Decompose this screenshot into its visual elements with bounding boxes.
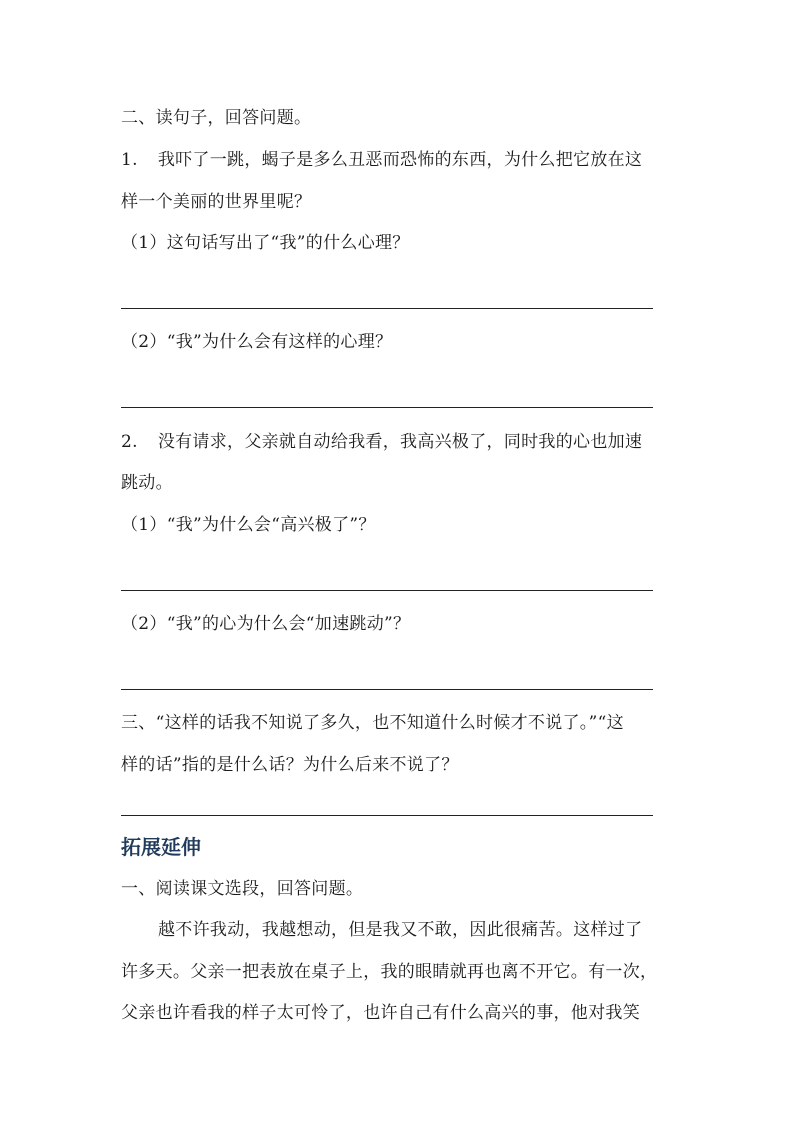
- passage-line-2: 许多天。父亲一把表放在桌子上，我的眼睛就再也离不开它。有一次，: [121, 962, 658, 982]
- question-1-sub-2: （2）“我”为什么会有这样的心理？: [121, 332, 393, 352]
- question-1-line-2: 样一个美丽的世界里呢？: [121, 192, 312, 212]
- answer-line-3[interactable]: [121, 815, 653, 816]
- answer-line-2-2[interactable]: [121, 689, 653, 690]
- passage-line-1: 越不许我动，我越想动，但是我又不敢，因此很痛苦。这样过了: [158, 920, 643, 940]
- answer-line-1-2[interactable]: [121, 407, 653, 408]
- question-1-text-a: 我吓了一跳，蝎子是多么丑恶而恐怖的东西，为什么把它放在这: [157, 150, 643, 170]
- question-1-number: 1.: [121, 150, 138, 170]
- section-3-line-1: 三、“这样的话我不知说了多久，也不知道什么时候才不说了。”“这: [121, 713, 624, 733]
- question-2-text-a: 没有请求，父亲就自动给我看，我高兴极了，同时我的心也加速: [157, 432, 643, 452]
- question-2-line-2: 跳动。: [121, 473, 173, 493]
- question-2-sub-2: （2）“我”的心为什么会“加速跳动”？: [121, 614, 411, 634]
- answer-line-2-1[interactable]: [121, 590, 653, 591]
- passage-line-3: 父亲也许看我的样子太可怜了，也许自己有什么高兴的事，他对我笑: [121, 1003, 640, 1023]
- question-2-sub-1: （1）“我”为什么会“高兴极了”？: [121, 515, 376, 535]
- section-2-title: 二、读句子，回答问题。: [121, 108, 312, 128]
- question-2-line-1: [121, 430, 642, 454]
- question-1-line-1: [121, 148, 642, 172]
- answer-line-1-1[interactable]: [121, 308, 653, 309]
- extension-sub-title: 一、阅读课文选段，回答问题。: [121, 879, 364, 899]
- question-2-number: 2.: [121, 432, 138, 452]
- question-1-sub-1: （1）这句话写出了“我”的什么心理？: [121, 233, 410, 253]
- extension-heading: 拓展延伸: [121, 835, 201, 859]
- section-3-line-2: 样的话”指的是什么话？为什么后来不说了？: [121, 755, 459, 775]
